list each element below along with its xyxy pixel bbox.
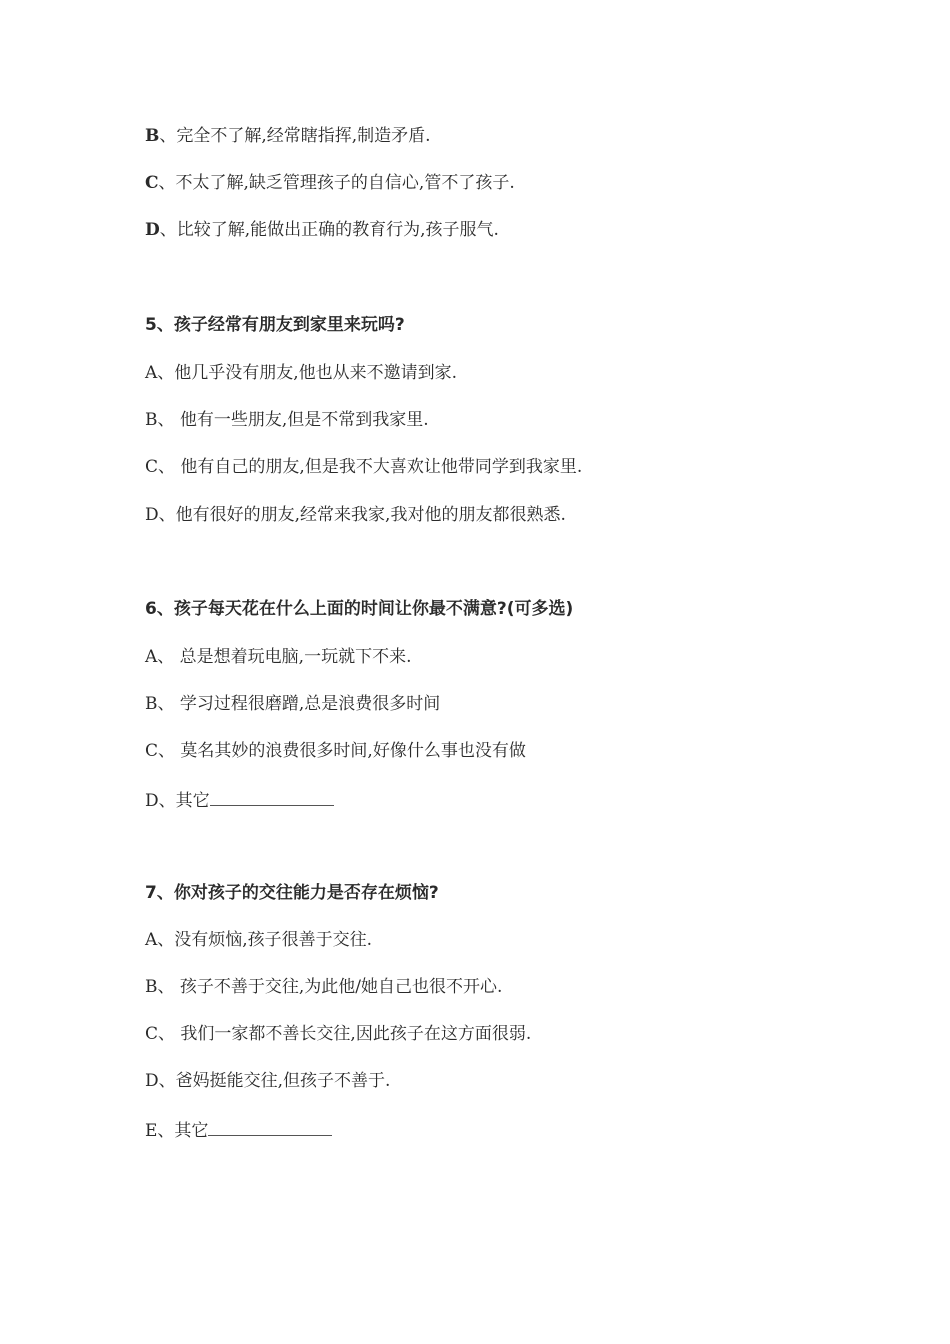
option-text: 他有很好的朋友,经常来我家,我对他的朋友都很熟悉. (175, 505, 566, 525)
q7-title: 7、你对孩子的交往能力是否存在烦恼? (145, 883, 439, 903)
q5-option-b (145, 408, 429, 432)
q5-option-a (145, 361, 457, 385)
option-prefix: C、 (145, 741, 176, 761)
option-text: 学习过程很磨蹭,总是浪费很多时间 (174, 694, 441, 714)
option-separator: 、 (158, 173, 176, 193)
option-prefix: B、 (145, 977, 175, 997)
option-text: 不太了解,缺乏管理孩子的自信心,管不了孩子. (175, 173, 515, 193)
option-text: 爸妈挺能交往,但孩子不善于. (175, 1071, 391, 1091)
option-text: 比较了解,能做出正确的教育行为,孩子服气. (176, 220, 499, 240)
option-text: 没有烦恼,孩子很善于交往. (174, 930, 373, 950)
fill-in-blank (210, 787, 334, 806)
q4-option-c (145, 171, 515, 195)
option-prefix: A、 (145, 647, 175, 667)
option-prefix: D、 (145, 791, 176, 811)
q4-option-d (145, 218, 499, 242)
q5-title: 5、孩子经常有朋友到家里来玩吗? (145, 315, 405, 335)
q7-option-d (145, 1069, 390, 1093)
q7-option-a (145, 928, 372, 952)
q6-option-d (145, 787, 334, 813)
option-prefix: E、 (145, 1121, 175, 1141)
option-letter: D (145, 220, 160, 240)
option-prefix: A、 (145, 363, 175, 383)
option-prefix: D、 (145, 1071, 176, 1091)
q6-option-b (145, 692, 440, 716)
q6-option-c (145, 739, 526, 763)
option-text: 他有自己的朋友,但是我不大喜欢让他带同学到我家里. (175, 457, 583, 477)
option-text: 我们一家都不善长交往,因此孩子在这方面很弱. (175, 1024, 532, 1044)
fill-in-blank (208, 1117, 332, 1136)
option-prefix: A、 (145, 930, 175, 950)
option-text: 孩子不善于交往,为此他/她自己也很不开心. (174, 977, 503, 997)
q7-option-c (145, 1022, 531, 1046)
option-text: 他有一些朋友,但是不常到我家里. (174, 410, 429, 430)
q7-option-b (145, 975, 502, 999)
option-text: 完全不了解,经常瞎指挥,制造矛盾. (176, 126, 431, 146)
option-prefix: C、 (145, 457, 176, 477)
option-text: 其它 (174, 1121, 209, 1141)
option-letter: B (145, 126, 160, 146)
q5-option-d (145, 503, 566, 527)
q4-option-b (145, 124, 431, 148)
q5-option-c (145, 455, 582, 479)
option-prefix: B、 (145, 694, 175, 714)
option-separator: 、 (159, 220, 177, 240)
option-prefix: D、 (145, 505, 176, 525)
option-prefix: C、 (145, 1024, 176, 1044)
option-text: 莫名其妙的浪费很多时间,好像什么事也没有做 (175, 741, 526, 761)
option-text: 他几乎没有朋友,他也从来不邀请到家. (174, 363, 458, 383)
q6-title: 6、孩子每天花在什么上面的时间让你最不满意?(可多选) (145, 599, 574, 619)
option-text: 总是想着玩电脑,一玩就下不来. (174, 647, 412, 667)
q6-option-a (145, 645, 412, 669)
option-separator: 、 (159, 126, 177, 146)
option-text: 其它 (175, 791, 210, 811)
option-letter: C (145, 173, 159, 193)
option-prefix: B、 (145, 410, 175, 430)
q7-option-e (145, 1117, 332, 1143)
